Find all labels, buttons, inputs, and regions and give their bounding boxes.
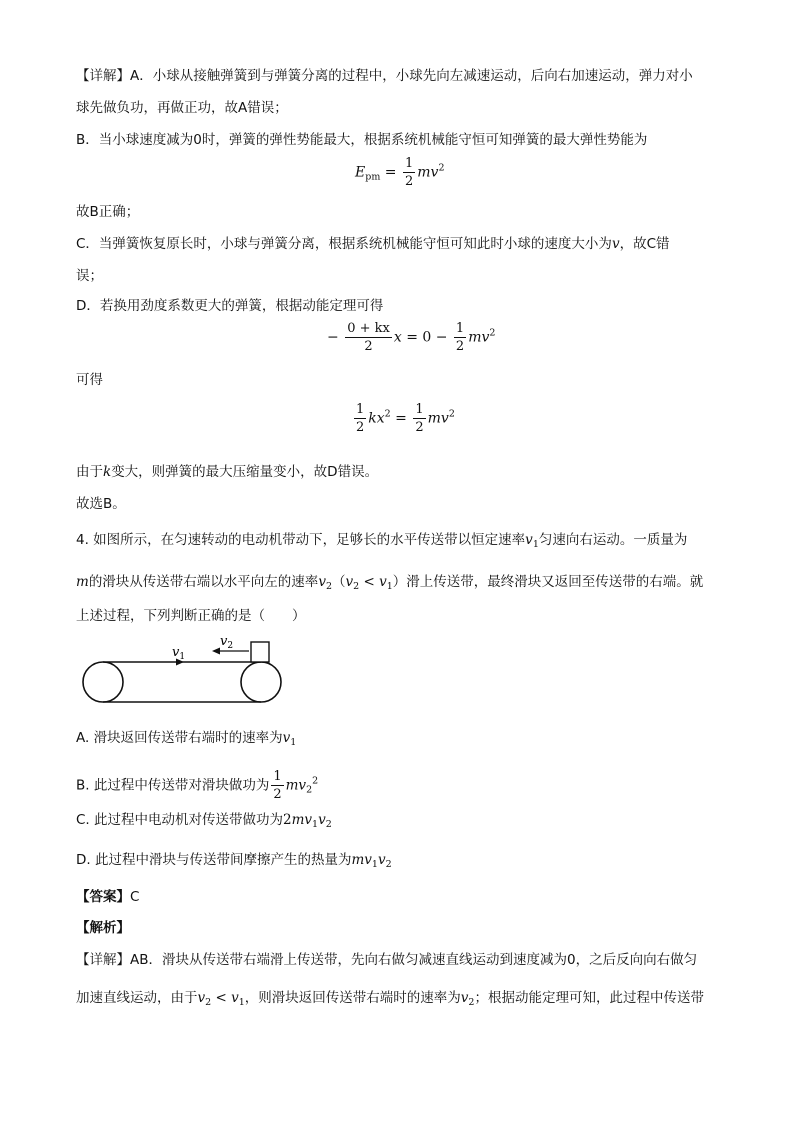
v2-arrowhead — [212, 648, 220, 655]
v2-label: $v_2$ — [220, 634, 234, 651]
solution-line-d: D．若换用劲度系数更大的弹簧，根据动能定理可得 — [76, 298, 384, 314]
v1-label: $v_1$ — [172, 645, 186, 662]
question-4-line3: 上述过程，下列判断正确的是（ ） — [76, 608, 306, 624]
solution-line-a2: 球先做负功，再做正功，故A错误； — [76, 100, 288, 116]
analysis-heading: 【解析】 — [76, 920, 130, 936]
question-4-line2: m的滑块从传送带右端以水平向左的速率$v_2(v_2 < v_1)$滑上传送带，最终滑块又返回至传送带的右端。就 — [76, 574, 704, 592]
equation-epm: $E_{pm}$ = $\frac{1}{2}$ $mv^2$ — [355, 156, 445, 189]
solution-line-k: 由于k变大，则弹簧的最大压缩量变小，故D错误。 — [76, 464, 379, 480]
solution-line-keyi: 可得 — [76, 372, 103, 388]
solution-line-b: B．当小球速度减为0时，弹簧的弹性势能最大，根据系统机械能守恒可知弹簧的最大弹性势能为 — [76, 132, 648, 148]
equation-energy-balance: $\frac{1}{2}$ $kx^2$ = $\frac{1}{2}$ $mv^2$ — [356, 402, 455, 435]
option-d: D. 此过程中滑块与传送带间摩擦产生的热量为$mv_1v_2$ — [76, 852, 392, 870]
solution-line-c2: 误； — [76, 268, 103, 284]
solution-line-a1: 【详解】A．小球从接触弹簧到与弹簧分离的过程中，小球先向左减速运动，后向右加速运动，弹力对小 — [76, 68, 693, 84]
option-b: B. 此过程中传送带对滑块做功为 $\frac{1}{2}$ $mv_2^2$ — [76, 769, 319, 802]
option-a: A. 滑块返回传送带右端时的速率为$v_1$ — [76, 730, 297, 748]
solution-choose-b: 故选B。 — [76, 496, 126, 512]
question-4-line1: 4. 如图所示，在匀速转动的电动机带动下，足够长的水平传送带以恒定速率$v_1$匀速向右运动。一质量为 — [76, 532, 688, 550]
answer-line: 【答案】C — [76, 889, 140, 905]
solution-line-b-conclusion: 故B正确； — [76, 204, 140, 220]
left-pulley — [83, 662, 123, 702]
solution-line-c1: C．当弹簧恢复原长时，小球与弹簧分离，根据系统机械能守恒可知此时小球的速度大小为v，故C错 — [76, 236, 670, 252]
option-c: C. 此过程中电动机对传送带做功为$2mv_1v_2$ — [76, 812, 332, 830]
equation-work-energy: − $\frac{0 + kx}{2}$ x = 0 − $\frac{1}{2}$ $mv^2$ — [327, 321, 496, 354]
slider-block — [251, 642, 269, 662]
conveyor-belt-figure — [80, 630, 290, 710]
right-pulley — [241, 662, 281, 702]
analysis-line-1: 【详解】AB．滑块从传送带右端滑上传送带，先向右做匀减速直线运动到速度减为0，之后反向向右做匀 — [76, 952, 698, 968]
analysis-line-2: 加速直线运动，由于$v_2 < v_1$，则滑块返回传送带右端时的速率为$v_2$；根据动能定理可知，此过程中传送带 — [76, 990, 704, 1008]
